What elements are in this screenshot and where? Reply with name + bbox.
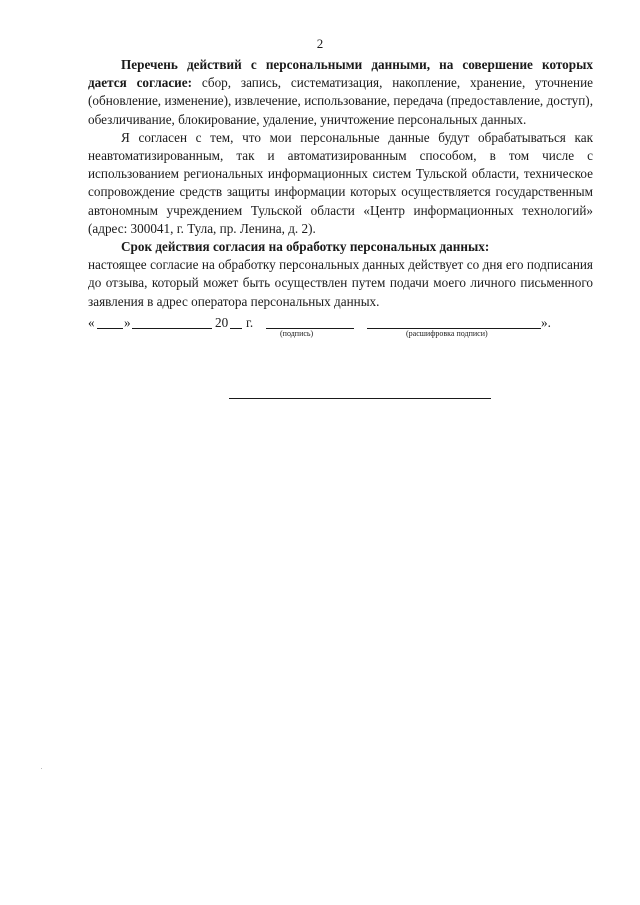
term-text: настоящее согласие на обработку персональных данных действует со дня его подписания до отзыва, который может быть осуществлен путем подачи моего личного письменного заявления в адрес оператора персональных данных. xyxy=(88,257,593,309)
day-line[interactable] xyxy=(97,328,123,329)
actions-text: сбор, запись, систематизация, накопление, хранение, уточнение (обновление, изменение), извлечение, использование, передача (предоставление, доступ), обезличивание, блокирование, удаление, уничтожение персональных данных. xyxy=(88,75,594,127)
actions-heading: Перечень действий с персональными данными, на совершение которых дается согласие: xyxy=(88,57,593,91)
agreement-paragraph: Я согласен с тем, что мои персональные данные будут обрабатываться как неавтоматизированным, так и автоматизированным способом, в том числе с использованием региональных информационных систем Тульской области, техническое сопровождение средств защиты информации которых осуществляется государственным автономным учреждением Тульской области «Центр информационных технологий» (адрес: 300041, г. Тула, пр. Ленина, д. 2). xyxy=(88,129,593,236)
actions-paragraph xyxy=(88,56,593,129)
separator-line xyxy=(229,398,491,399)
year-prefix: 20 xyxy=(215,315,229,330)
signature-row xyxy=(88,315,593,345)
decoding-caption: (расшифровка подписи) xyxy=(406,329,488,338)
scan-speck xyxy=(41,768,42,769)
signature-caption: (подпись) xyxy=(280,329,314,338)
document-body xyxy=(88,56,593,311)
closing-mark: ». xyxy=(541,315,551,330)
page-number: 2 xyxy=(316,36,324,51)
quote-open: « xyxy=(88,315,95,330)
year-line[interactable] xyxy=(230,328,242,329)
quote-close: » xyxy=(124,315,131,330)
term-heading: Срок действия согласия на обработку персональных данных: xyxy=(121,239,490,255)
month-line[interactable] xyxy=(132,328,212,329)
year-suffix: г. xyxy=(246,315,254,330)
